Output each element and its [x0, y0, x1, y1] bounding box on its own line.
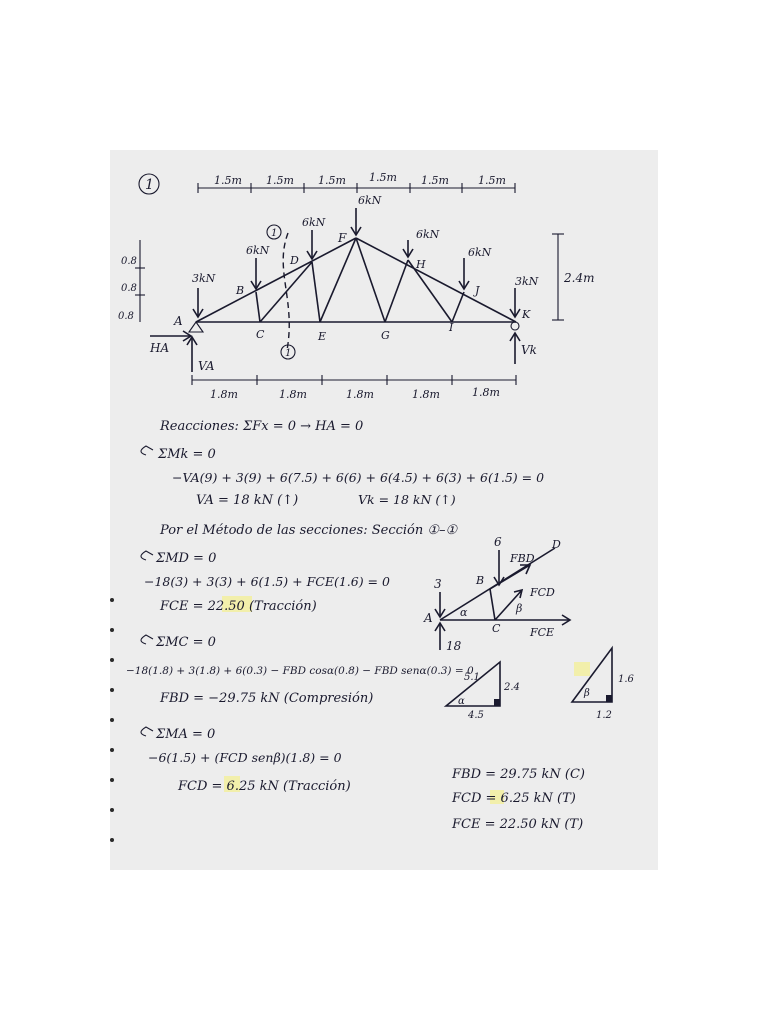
fcd-result: FCD = 6.25 kN (Tracción): [178, 779, 351, 794]
triangle-2-angle: β: [584, 688, 590, 699]
vk-result: Vk = 18 kN (↑): [358, 492, 456, 507]
reaction-va: VA: [198, 359, 215, 373]
bottom-spacing-4: 1.8m: [412, 388, 440, 401]
va-result: VA = 18 kN (↑): [196, 493, 299, 508]
node-b: B: [236, 284, 245, 297]
section-label-top: 1: [271, 228, 278, 239]
mk-equation: −VA(9) + 3(9) + 6(7.5) + 6(6) + 6(4.5) + 6(3) + 6(1.5) = 0: [172, 470, 545, 485]
load-k: 3kN: [515, 275, 539, 288]
ma-equation: −6(1.5) + (FCD senβ)(1.8) = 0: [148, 750, 342, 765]
load-j: 6kN: [468, 246, 492, 259]
problem-number: 1: [145, 177, 154, 193]
top-spacing-4: 1.5m: [369, 171, 397, 184]
node-c: C: [256, 328, 265, 341]
moment-arrow-icon: [141, 551, 153, 560]
pin-support-a: [189, 322, 203, 332]
fbd-force-cd: FCD: [530, 586, 555, 599]
top-spacing-5: 1.5m: [421, 174, 449, 187]
bottom-spacing-2: 1.8m: [279, 388, 307, 401]
moment-arrow-icon: [141, 727, 153, 736]
height-dimension: [552, 234, 564, 320]
fbd-angle-alpha: α: [460, 606, 468, 619]
bottom-spacing-5: 1.8m: [472, 386, 500, 399]
fbd-force-ce: FCE: [530, 626, 555, 639]
truss-height: 2.4m: [564, 271, 595, 285]
triangle-1-side: 2.4: [504, 682, 520, 693]
node-h: H: [416, 258, 426, 271]
top-spacing-2: 1.5m: [266, 174, 294, 187]
left-height-1: 0.8: [121, 256, 137, 267]
triangle-2-base: 1.2: [596, 710, 612, 721]
fce-result: FCE = 22.50 (Tracción): [160, 599, 317, 614]
summary-fcd: FCD = 6.25 kN (T): [452, 791, 576, 806]
node-k: K: [522, 308, 531, 321]
md-header: ΣMD = 0: [156, 551, 217, 566]
fbd-load-top: 6: [494, 535, 502, 549]
top-spacing-1: 1.5m: [214, 174, 242, 187]
method-line: Por el Método de las secciones: Sección ①–①: [160, 523, 458, 538]
load-a: 3kN: [192, 272, 216, 285]
triangle-1-angle: α: [458, 696, 465, 707]
top-spacing-6: 1.5m: [478, 174, 506, 187]
section-label-bottom: 1: [285, 348, 292, 359]
mc-equation: −18(1.8) + 3(1.8) + 6(0.3) − FBD cosα(0.8) − FBD senα(0.3) = 0: [126, 665, 474, 677]
fbd-node-c: C: [492, 622, 501, 635]
fbd-result: FBD = −29.75 kN (Compresión): [160, 691, 374, 706]
triangle-2-side: 1.6: [618, 674, 634, 685]
node-a: A: [174, 314, 183, 328]
summary-fce: FCE = 22.50 kN (T): [452, 817, 584, 832]
node-d: D: [290, 254, 299, 267]
fbd-reaction: 18: [446, 639, 462, 653]
fbd-node-d: D: [552, 538, 561, 551]
highlight-mark: [574, 662, 590, 676]
ma-header: ΣMA = 0: [156, 727, 216, 742]
binding-holes: [110, 598, 114, 842]
bottom-spacing-3: 1.8m: [346, 388, 374, 401]
left-height-2: 0.8: [121, 283, 137, 294]
left-dimension-line: [135, 240, 145, 322]
reactions-line: Reacciones: ΣFx = 0 → HA = 0: [160, 419, 364, 434]
load-arrows: [193, 208, 520, 317]
load-f: 6kN: [358, 194, 382, 207]
reaction-vk: Vk: [521, 343, 537, 357]
node-f: F: [338, 231, 347, 245]
reaction-ha: HA: [150, 341, 170, 355]
node-j: J: [475, 284, 480, 297]
node-e: E: [318, 330, 327, 343]
fbd-load-left: 3: [434, 577, 442, 591]
fbd-angle-beta: β: [516, 602, 523, 615]
moment-arrow-icon: [141, 446, 153, 455]
load-d: 6kN: [302, 216, 326, 229]
triangle-1-hypotenuse: 5.1: [464, 672, 480, 683]
fbd-node-b: B: [476, 574, 485, 587]
node-i: I: [449, 321, 454, 334]
top-dimension-line: [198, 183, 515, 193]
roller-support-k: [511, 322, 519, 330]
mc-header: ΣMC = 0: [156, 635, 216, 650]
md-equation: −18(3) + 3(3) + 6(1.5) + FCE(1.6) = 0: [144, 574, 390, 589]
fbd-node-a: A: [424, 611, 433, 625]
top-spacing-3: 1.5m: [318, 174, 346, 187]
node-g: G: [381, 329, 390, 342]
mk-header: ΣMk = 0: [158, 447, 216, 462]
load-h: 6kN: [416, 228, 440, 241]
load-b: 6kN: [246, 244, 270, 257]
moment-arrow-icon: [141, 635, 153, 644]
triangle-1-base: 4.5: [468, 710, 484, 721]
summary-fbd: FBD = 29.75 kN (C): [452, 767, 585, 782]
bottom-spacing-1: 1.8m: [210, 388, 238, 401]
fbd-force-bd: FBD: [510, 552, 535, 565]
left-height-3: 0.8: [118, 311, 134, 322]
bottom-dimension-line: [192, 375, 516, 385]
